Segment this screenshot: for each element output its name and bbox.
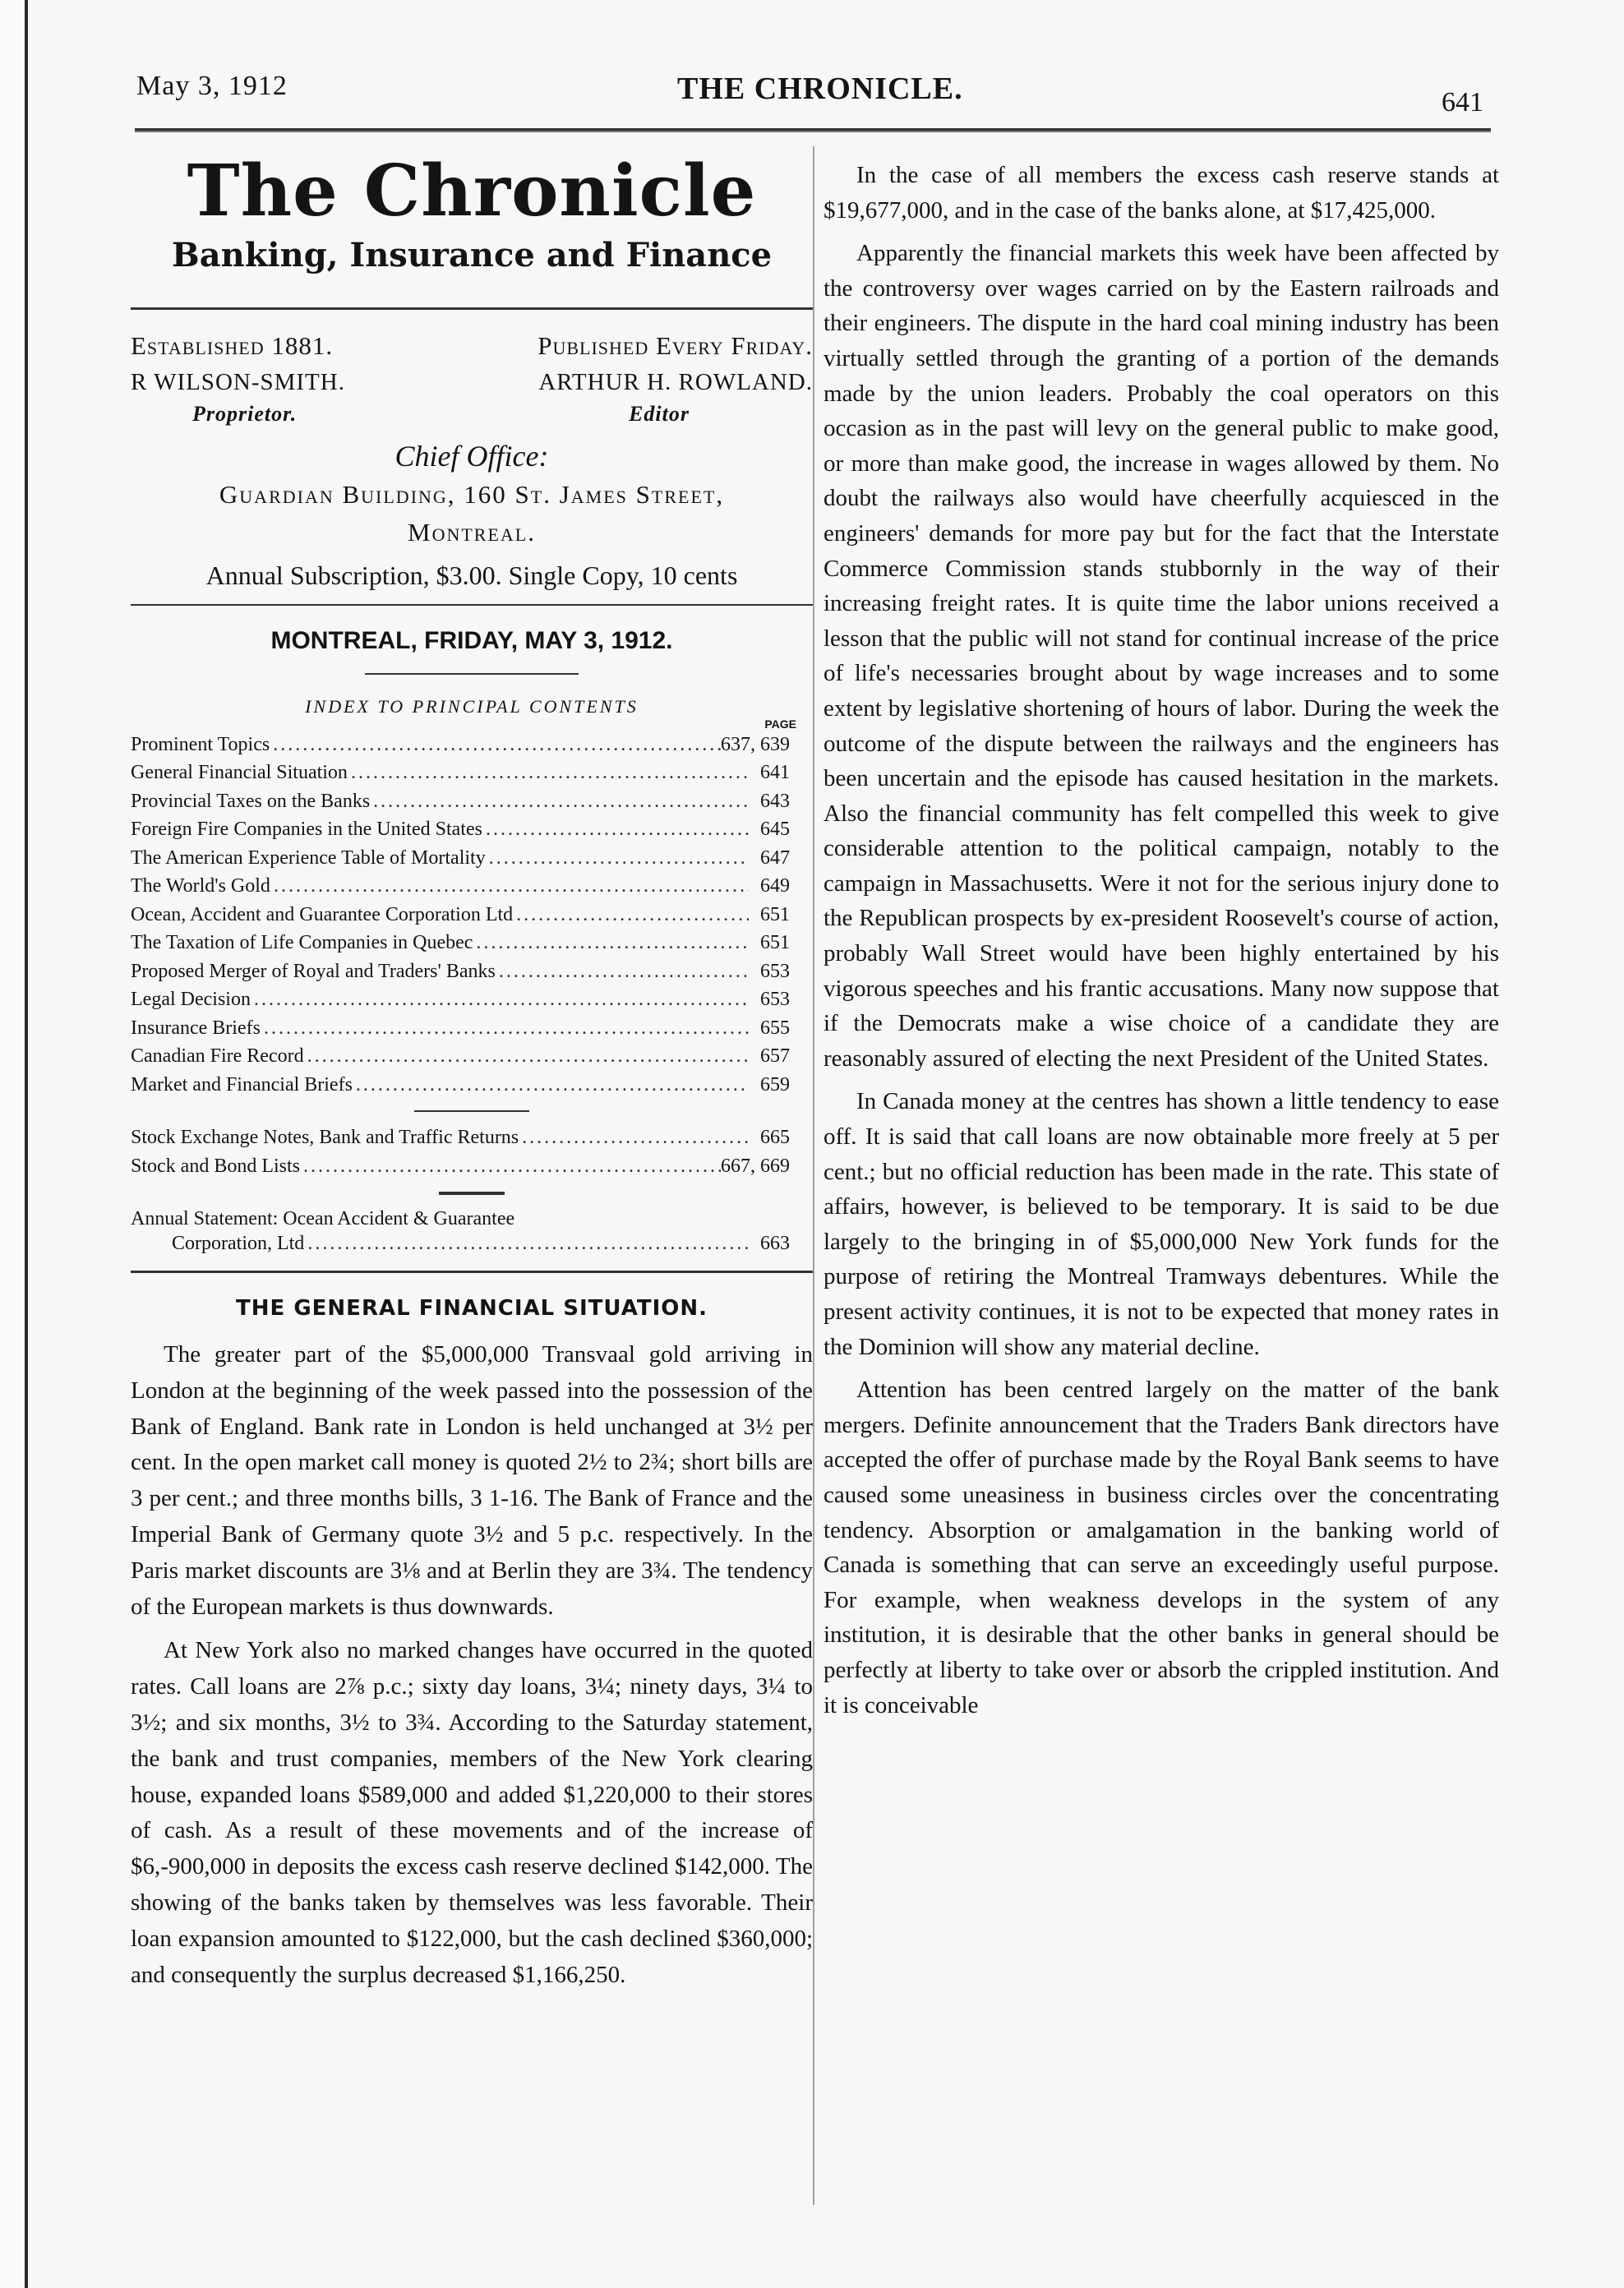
masthead-rule <box>131 307 813 310</box>
masthead-bottom-rule <box>131 604 813 606</box>
subscription-line: Annual Subscription, $3.00. Single Copy, 10 cents <box>205 560 738 590</box>
index-entry-title: Proposed Merger of Royal and Traders' Banks <box>131 960 496 982</box>
index-entry-title: Insurance Briefs <box>131 1017 261 1039</box>
article-paragraph: Apparently the financial markets this week have been affected by the controversy over wages carried on by the Eastern railroads and their engineers. The dispute in the hard coal mining industry has been virtually settled through the granting of a portion of the demands made by the union leaders. Probably the coal operators on this occasion as in the past will levy on the general public to make good, or more than make good, the increase in wages allowed by them. No doubt the railways also would have cheerfully acquiesced in the engineers' demands for more pay but for the fact that the Interstate Commerce Commission stands stubbornly in the way of their increasing freight rates. It is quite time the labor unions received a lesson that the public will not stand for continual increase of the price of life's necessaries brought about by wage increases and to some extent by legislative shortening of hours of labor. During the week the outcome of the dispute between the railways and the engineers has been uncertain and the episode has caused hesitation in the markets. Also the financial community has felt compelled this week to give considerable attention to the political campaign, notably to the campaign in Massachusetts. Were it not for the serious injury done to the Republican prospects by ex-president Roosevelt's course of action, probably Wall Street would have been highly entertained by his vigorous speeches and his frantic accusations. Many now suppose that if the Democrats make a wise choice of a candidate they are reasonably assured of electing the next President of the United States. <box>824 240 1499 1072</box>
office-label: Chief Office: <box>394 439 549 473</box>
index-entry <box>131 1071 813 1100</box>
publication-title: THE CHRONICLE. <box>677 72 963 106</box>
index-entry-page: 655 <box>760 1017 790 1039</box>
office-city: Montreal. <box>408 517 536 547</box>
article-left-text <box>131 1337 813 1993</box>
index-list-secondary <box>131 1123 813 1180</box>
article-paragraph: Attention has been centred largely on the matter of the bank mergers. Definite announcement that the Traders Bank directors have accepted the offer of purchase made by the Royal Bank seems to have caused some uneasiness in business circles over the concentrating tendency. Absorption or amalgamation in the banking world of Canada is something that can serve an exceedingly useful purpose. For example, when weakness develops in the system of any institution, it is desirable that the other banks in general should be perfectly at liberty to take over or absorb the crippled institution. And it is conceivable <box>824 1377 1499 1718</box>
index-entry-page: 641 <box>760 762 790 784</box>
published-line: Published Every Friday. <box>537 330 813 360</box>
index-entry-page: 649 <box>760 875 790 897</box>
issue-date: May 3, 1912 <box>136 71 288 101</box>
dateline: MONTREAL, FRIDAY, MAY 3, 1912. <box>270 626 673 654</box>
index-annual-line1 <box>131 1206 813 1231</box>
article-right-text <box>824 158 1499 1723</box>
masthead-title: The Chronicle <box>187 150 757 233</box>
index-entry-page: 653 <box>760 989 790 1011</box>
index-entry-page: 647 <box>760 846 790 869</box>
index-leader <box>353 1071 749 1100</box>
index-entry <box>131 929 813 957</box>
index-leader <box>519 1123 749 1152</box>
index-leader <box>304 1042 749 1071</box>
index-entry-title: Legal Decision <box>131 989 251 1011</box>
index-entry <box>131 985 813 1014</box>
article-title: THE GENERAL FINANCIAL SITUATION. <box>236 1296 708 1322</box>
index-leader <box>513 901 749 930</box>
index-entry-page: 659 <box>760 1073 790 1096</box>
index-leader <box>348 759 749 787</box>
index-entry <box>131 1152 813 1181</box>
index-entry-page: 651 <box>760 903 790 925</box>
index-entry <box>131 731 813 759</box>
index-entry <box>131 901 813 930</box>
dateline-rule <box>365 673 579 675</box>
column-divider <box>813 146 814 2205</box>
index-entry <box>131 815 813 844</box>
index-entry-page: 653 <box>760 960 790 982</box>
index-page-label: PAGE <box>764 717 796 731</box>
index-entry <box>131 787 813 816</box>
staff-names <box>131 364 813 400</box>
index-entry-title: Provincial Taxes on the Banks <box>131 790 371 812</box>
editor-label: Editor <box>629 401 690 426</box>
index-leader <box>270 731 721 759</box>
index-bottom-rule <box>131 1271 813 1273</box>
index-entry <box>131 957 813 986</box>
index-annual-title: Annual Statement: Ocean Accident & Guarantee <box>131 1208 515 1230</box>
index-entry-page: 637, 639 <box>721 733 790 755</box>
running-head <box>28 71 1624 120</box>
article-paragraph: At New York also no marked changes have occurred in the quoted rates. Call loans are 2⅞ p.c.; sixty day loans, 3¼; ninety days, 3¼ to 3½; and six months, 3½ to 3¾. According to the Saturday statement, the bank and trust companies, members of the New York clearing house, expanded loans $589,000 and added $1,220,000 to their stores of cash. As a result of these movements and of the increase of $6,-900,000 in deposits the excess cash reserve declined $142,000. The showing of the banks taken by themselves was less favorable. Their loan expansion amounted to $122,000, but the cash declined $360,000; and consequently the surplus decreased $1,166,250. <box>131 1637 813 1988</box>
index-leader <box>261 1014 749 1043</box>
index-leader <box>251 985 749 1014</box>
index-annual-line2 <box>131 1231 813 1256</box>
index-list <box>131 731 813 1100</box>
index-entry <box>131 872 813 901</box>
index-heading: INDEX TO PRINCIPAL CONTENTS <box>305 695 639 717</box>
index-entry-title: Prominent Topics <box>131 733 270 755</box>
index-entry-page: 651 <box>760 932 790 954</box>
established-line: Established 1881. <box>131 330 334 360</box>
index-entry-page: 665 <box>760 1127 790 1149</box>
index-separator <box>414 1110 529 1112</box>
index-entry-title: The American Experience Table of Mortality <box>131 846 486 869</box>
index-separator-bold <box>439 1192 505 1195</box>
left-column <box>131 146 813 2001</box>
index-entry-page: 657 <box>760 1045 790 1068</box>
index-entry <box>131 1014 813 1043</box>
proprietor-label: Proprietor. <box>192 401 298 426</box>
index-entry-page: 645 <box>760 819 790 841</box>
index-leader <box>482 815 749 844</box>
proprietor-name: R WILSON-SMITH. <box>131 368 345 395</box>
publication-info <box>131 328 813 364</box>
page-number: 641 <box>1442 87 1483 118</box>
masthead-subtitle: Banking, Insurance and Finance <box>171 235 773 274</box>
article-paragraph: The greater part of the $5,000,000 Transvaal gold arriving in London at the beginning of the week passed into the possession of the Bank of England. Bank rate in London is held unchanged at 3½ per cent. In the open market call money is quoted 2½ to 2¾; short bills are 3 per cent.; and three months bills, 3 1-16. The Bank of France and the Imperial Bank of Germany quote 3½ and 5 p.c. respectively. In the Paris market discounts are 3⅛ and at Berlin they are 3¾. The tendency of the European markets is thus downwards. <box>131 1341 813 1620</box>
index-leader <box>304 1231 749 1256</box>
index-entry <box>131 1042 813 1071</box>
index-leader <box>370 787 749 816</box>
header-rule <box>135 128 1491 132</box>
index-leader <box>270 872 749 901</box>
editor-name: ARTHUR H. ROWLAND. <box>538 368 813 395</box>
index-leader <box>486 844 749 873</box>
index-entry-page: 643 <box>760 790 790 812</box>
index-entry-title: Stock and Bond Lists <box>131 1155 301 1177</box>
index-entry-title: Foreign Fire Companies in the United States <box>131 819 482 841</box>
article-paragraph: In the case of all members the excess cash reserve stands at $19,677,000, and in the case of the banks alone, at $17,425,000. <box>824 162 1499 224</box>
index-annual-subtitle: Corporation, Ltd <box>172 1233 305 1255</box>
index-leader <box>496 957 749 986</box>
index-entry <box>131 844 813 873</box>
index-leader <box>300 1152 721 1181</box>
office-address: Guardian Building, 160 St. James Street, <box>219 479 725 509</box>
newspaper-page <box>25 0 1624 2288</box>
index-entry <box>131 759 813 787</box>
index-entry-title: The Taxation of Life Companies in Quebec <box>131 932 473 954</box>
index-entry-title: Market and Financial Briefs <box>131 1073 353 1096</box>
index-entry-title: Ocean, Accident and Guarantee Corporation Ltd <box>131 903 514 925</box>
index-entry-title: The World's Gold <box>131 875 270 897</box>
article-paragraph: In Canada money at the centres has shown a little tendency to ease off. It is said that call loans are now obtainable more freely at 5 per cent.; but no official reduction has been made in the rate. This state of affairs, however, is believed to be temporary. It is said to be due largely to the bringing in of $5,000,000 New York funds for the purpose of retiring the Montreal Tramways debentures. While the present activity continues, it is not to be expected that money rates in the Dominion will show any material decline. <box>824 1088 1499 1360</box>
index-entry <box>131 1123 813 1152</box>
index-annual-page: 663 <box>760 1233 790 1255</box>
index-entry-page: 667, 669 <box>721 1155 790 1177</box>
index-entry-title: Canadian Fire Record <box>131 1045 304 1068</box>
masthead <box>131 150 813 310</box>
index-entry-title: Stock Exchange Notes, Bank and Traffic Returns <box>131 1127 519 1149</box>
contents-index <box>131 696 813 1257</box>
staff-roles <box>131 400 813 428</box>
index-entry-title: General Financial Situation <box>131 762 348 784</box>
index-leader <box>473 929 749 957</box>
right-column <box>824 158 1499 1731</box>
